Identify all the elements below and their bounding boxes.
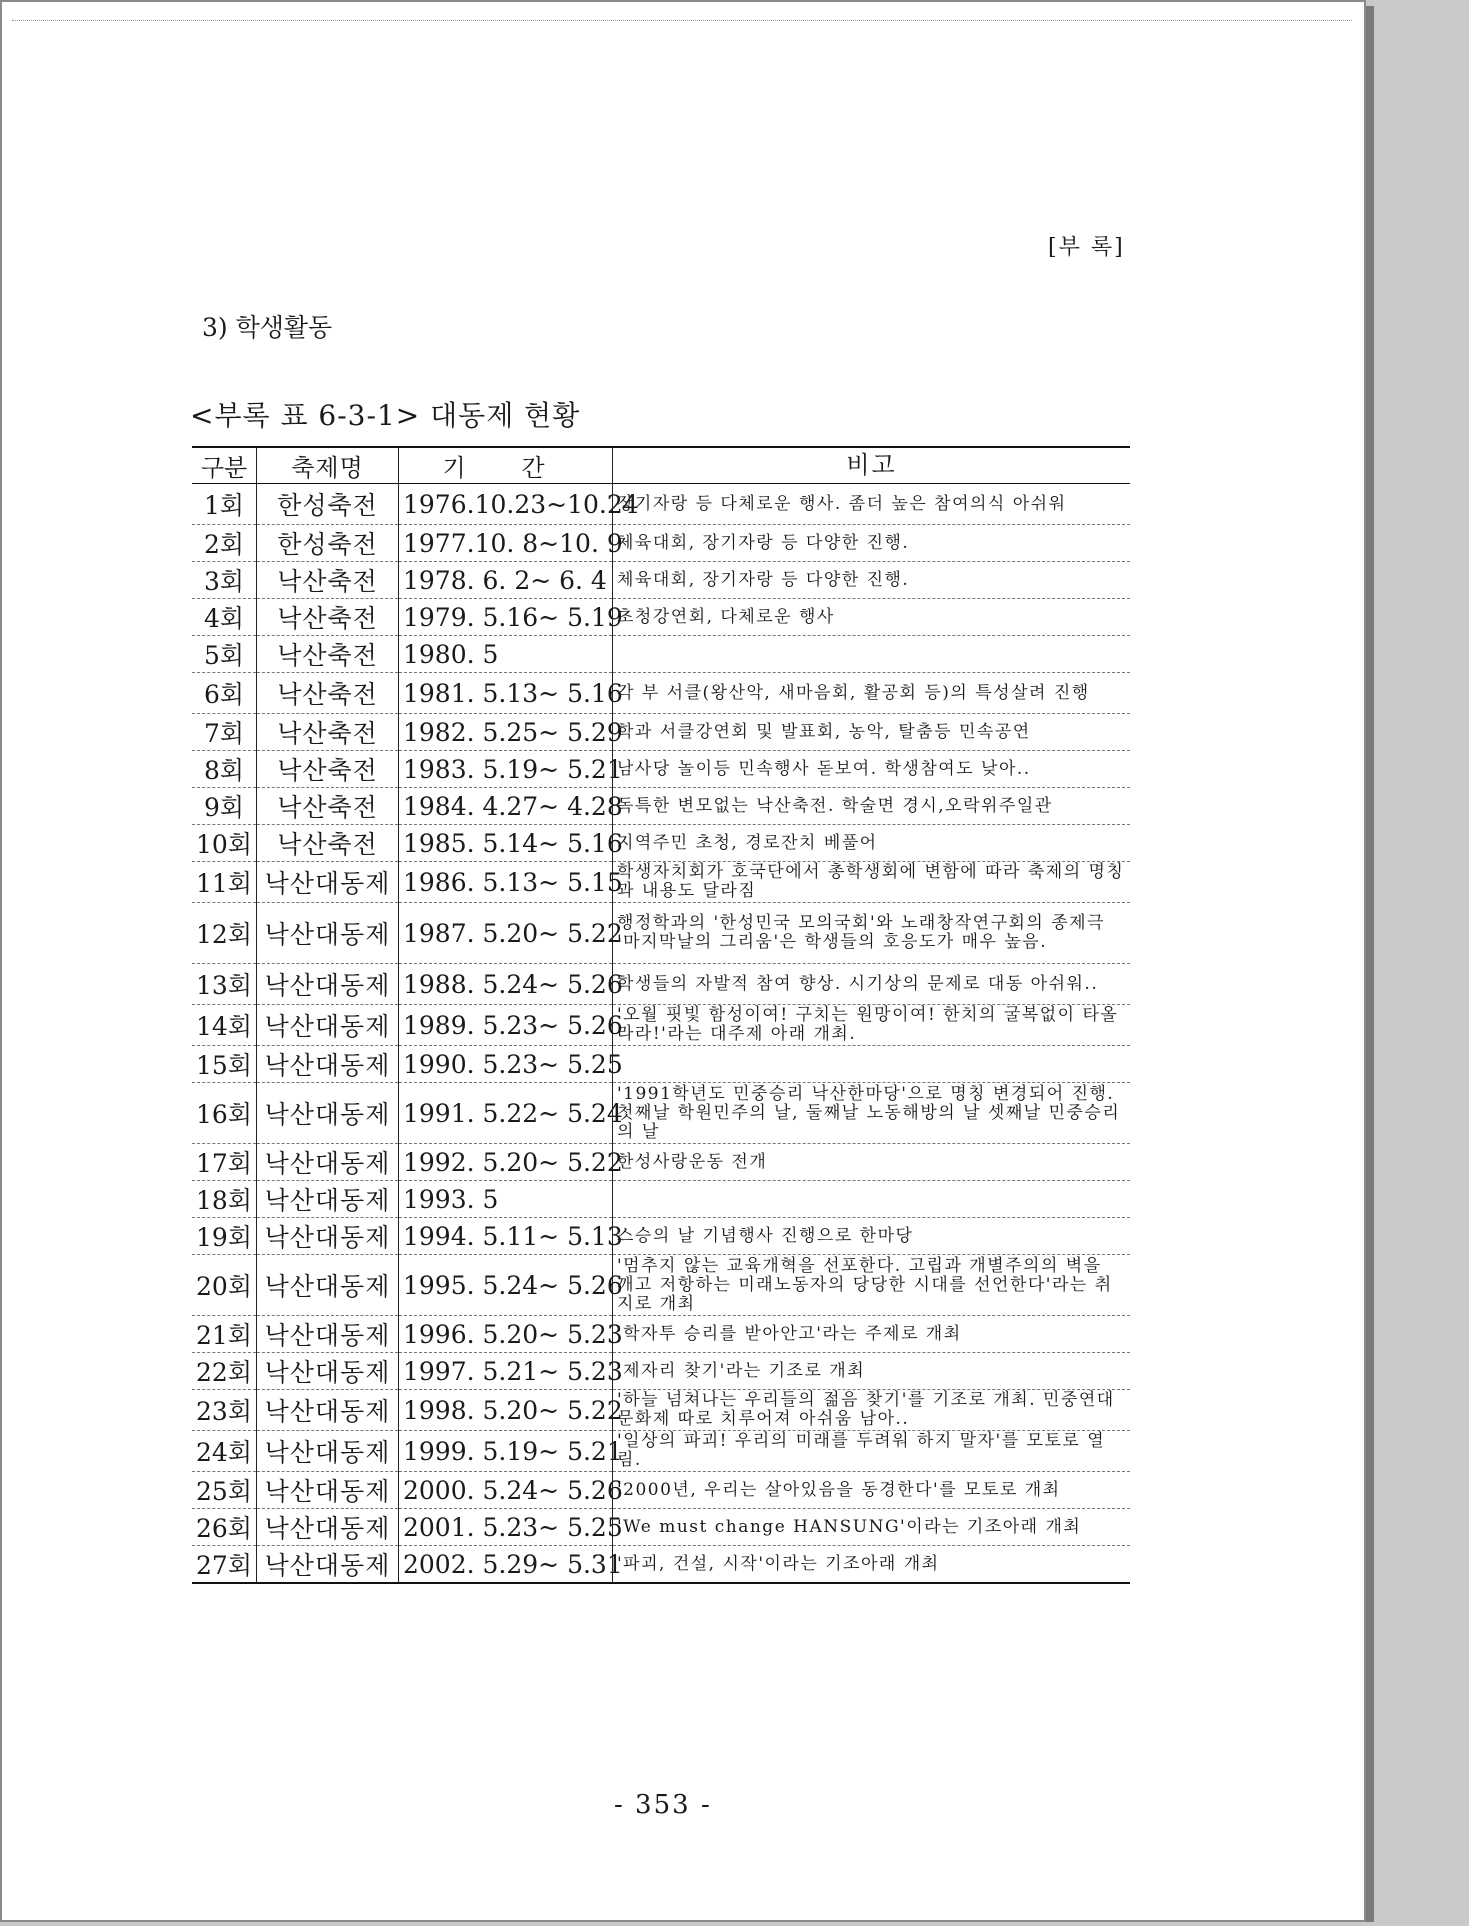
table-header-row — [192, 447, 1130, 484]
remarks-cell: 학생들의 자발적 참여 향상. 시기상의 문제로 대동 아쉬워.. — [613, 964, 1131, 1005]
festival-name-cell: 낙산축전 — [257, 599, 399, 636]
period-cell: 1996. 5.20~ 5.23 — [399, 1316, 613, 1353]
page-number: - 353 - — [614, 1790, 712, 1820]
festival-name-cell: 낙산대동제 — [257, 1005, 399, 1046]
festival-name-cell: 낙산대동제 — [257, 1083, 399, 1144]
period-cell: 1978. 6. 2~ 6. 4 — [399, 562, 613, 599]
row-number-cell: 18회 — [192, 1181, 257, 1218]
remarks-cell: '일상의 파괴! 우리의 미래를 두려워 하지 말자'를 모토로 열림. — [613, 1431, 1131, 1472]
row-number-cell: 24회 — [192, 1431, 257, 1472]
remarks-cell: '제자리 찾기'라는 기조로 개최 — [613, 1353, 1131, 1390]
period-cell: 1981. 5.13~ 5.16 — [399, 673, 613, 714]
row-number-cell: 15회 — [192, 1046, 257, 1083]
festival-name-cell: 낙산대동제 — [257, 1218, 399, 1255]
table-row — [192, 599, 1130, 636]
period-cell: 1998. 5.20~ 5.22 — [399, 1390, 613, 1431]
table-row — [192, 1472, 1130, 1509]
festival-name-cell: 낙산대동제 — [257, 1390, 399, 1431]
period-cell: 2002. 5.29~ 5.31 — [399, 1546, 613, 1584]
remarks-cell: '2000년, 우리는 살아있음을 동경한다'를 모토로 개최 — [613, 1472, 1131, 1509]
festival-name-cell: 낙산대동제 — [257, 1181, 399, 1218]
table-row — [192, 1218, 1130, 1255]
page-edge-shadow — [1366, 6, 1374, 1922]
table-row — [192, 1144, 1130, 1181]
remarks-cell: 행정학과의 '한성민국 모의국회'와 노래창작연구회의 종제극 '마지막날의 그리움'은 학생들의 호응도가 매우 높음. — [613, 903, 1131, 964]
remarks-cell: '1991학년도 민중승리 낙산한마당'으로 명칭 변경되어 진행. 첫째날 학원민주의 날, 둘째날 노동해방의 날 셋째날 민중승리의 날 — [613, 1083, 1131, 1144]
remarks-cell: 체육대회, 장기자랑 등 다양한 진행. — [613, 562, 1131, 599]
festival-name-cell: 낙산대동제 — [257, 1255, 399, 1316]
table-row — [192, 714, 1130, 751]
festival-name-cell: 낙산대동제 — [257, 1431, 399, 1472]
column-header-period: 기 간 — [399, 447, 613, 484]
table-row — [192, 1255, 1130, 1316]
row-number-cell: 27회 — [192, 1546, 257, 1584]
table-row — [192, 788, 1130, 825]
festival-name-cell: 낙산축전 — [257, 751, 399, 788]
period-cell: 1982. 5.25~ 5.29 — [399, 714, 613, 751]
period-cell: 1986. 5.13~ 5.15 — [399, 862, 613, 903]
festival-name-cell: 낙산축전 — [257, 673, 399, 714]
row-number-cell: 21회 — [192, 1316, 257, 1353]
period-cell: 1994. 5.11~ 5.13 — [399, 1218, 613, 1255]
remarks-cell: 장기자랑 등 다체로운 행사. 좀더 높은 참여의식 아쉬워 — [613, 484, 1131, 525]
period-cell: 1980. 5 — [399, 636, 613, 673]
remarks-cell: '학자투 승리를 받아안고'라는 주제로 개최 — [613, 1316, 1131, 1353]
period-cell: 1989. 5.23~ 5.26 — [399, 1005, 613, 1046]
table-row — [192, 751, 1130, 788]
row-number-cell: 13회 — [192, 964, 257, 1005]
festival-name-cell: 낙산대동제 — [257, 1353, 399, 1390]
remarks-cell: '파괴, 건설, 시작'이라는 기조아래 개최 — [613, 1546, 1131, 1584]
row-number-cell: 1회 — [192, 484, 257, 525]
table-caption: <부록 표 6-3-1> 대동제 현황 — [190, 399, 581, 432]
remarks-cell: 초청강연회, 다체로운 행사 — [613, 599, 1131, 636]
page-top-rule — [12, 20, 1352, 22]
table-body — [192, 484, 1130, 1584]
period-cell: 1983. 5.19~ 5.21 — [399, 751, 613, 788]
remarks-cell: 남사당 놀이등 민속행사 돋보여. 학생참여도 낮아.. — [613, 751, 1131, 788]
period-cell: 1985. 5.14~ 5.16 — [399, 825, 613, 862]
remarks-cell — [613, 636, 1131, 673]
festival-name-cell: 한성축전 — [257, 484, 399, 525]
remarks-cell: 'We must change HANSUNG'이라는 기조아래 개최 — [613, 1509, 1131, 1546]
row-number-cell: 7회 — [192, 714, 257, 751]
row-number-cell: 8회 — [192, 751, 257, 788]
row-number-cell: 2회 — [192, 525, 257, 562]
table-row — [192, 1181, 1130, 1218]
festival-name-cell: 낙산대동제 — [257, 903, 399, 964]
table-row — [192, 1316, 1130, 1353]
remarks-cell — [613, 1181, 1131, 1218]
table-row — [192, 1390, 1130, 1431]
table-row — [192, 673, 1130, 714]
period-cell: 1979. 5.16~ 5.19 — [399, 599, 613, 636]
section-heading: 3) 학생활동 — [202, 313, 333, 342]
festival-name-cell: 한성축전 — [257, 525, 399, 562]
table-row — [192, 562, 1130, 599]
festival-name-cell: 낙산대동제 — [257, 1144, 399, 1181]
remarks-cell: 스승의 날 기념행사 진행으로 한마당 — [613, 1218, 1131, 1255]
table-row — [192, 636, 1130, 673]
remarks-cell: '멈추지 않는 교육개혁을 선포한다. 고립과 개별주의의 벽을 깨고 저항하는 미래노동자의 당당한 시대를 선언한다'라는 취지로 개최 — [613, 1255, 1131, 1316]
appendix-header-label: [부 록] — [1048, 235, 1125, 260]
period-cell: 1999. 5.19~ 5.21 — [399, 1431, 613, 1472]
row-number-cell: 6회 — [192, 673, 257, 714]
festival-name-cell: 낙산축전 — [257, 636, 399, 673]
table-row — [192, 903, 1130, 964]
remarks-cell: 지역주민 초청, 경로잔치 베풀어 — [613, 825, 1131, 862]
period-cell: 1976.10.23~10.24 — [399, 484, 613, 525]
table-row — [192, 1083, 1130, 1144]
festival-name-cell: 낙산축전 — [257, 562, 399, 599]
remarks-cell: '하늘 넘쳐나는 우리들의 젊음 찾기'를 기조로 개최. 민중연대 문화제 따로 치루어져 아쉬움 남아.. — [613, 1390, 1131, 1431]
festival-name-cell: 낙산대동제 — [257, 1509, 399, 1546]
festival-name-cell: 낙산대동제 — [257, 964, 399, 1005]
period-cell: 2001. 5.23~ 5.25 — [399, 1509, 613, 1546]
period-cell: 1995. 5.24~ 5.26 — [399, 1255, 613, 1316]
row-number-cell: 23회 — [192, 1390, 257, 1431]
remarks-cell: 체육대회, 장기자랑 등 다양한 진행. — [613, 525, 1131, 562]
remarks-cell: '오월 핏빛 함성이여! 구치는 원망이여! 한치의 굴복없이 타올라라!'라는 대주제 아래 개최. — [613, 1005, 1131, 1046]
remarks-cell — [613, 1046, 1131, 1083]
festival-name-cell: 낙산대동제 — [257, 862, 399, 903]
period-cell: 1987. 5.20~ 5.22 — [399, 903, 613, 964]
row-number-cell: 12회 — [192, 903, 257, 964]
period-cell: 1977.10. 8~10. 9 — [399, 525, 613, 562]
table-row — [192, 964, 1130, 1005]
remarks-cell: 독특한 변모없는 낙산축전. 학술면 경시,오락위주일관 — [613, 788, 1131, 825]
festival-name-cell: 낙산대동제 — [257, 1472, 399, 1509]
table-row — [192, 1046, 1130, 1083]
table-row — [192, 1431, 1130, 1472]
row-number-cell: 20회 — [192, 1255, 257, 1316]
table-row — [192, 525, 1130, 562]
row-number-cell: 19회 — [192, 1218, 257, 1255]
festival-name-cell: 낙산대동제 — [257, 1046, 399, 1083]
remarks-cell: 각 부 서클(왕산악, 새마음회, 활공회 등)의 특성살려 진행 — [613, 673, 1131, 714]
table-row — [192, 1546, 1130, 1584]
row-number-cell: 26회 — [192, 1509, 257, 1546]
period-cell: 1993. 5 — [399, 1181, 613, 1218]
period-cell: 1992. 5.20~ 5.22 — [399, 1144, 613, 1181]
table-row — [192, 1509, 1130, 1546]
remarks-cell: 학과 서클강연회 및 발표회, 농악, 탈춤등 민속공연 — [613, 714, 1131, 751]
festival-name-cell: 낙산대동제 — [257, 1546, 399, 1584]
table-row — [192, 1353, 1130, 1390]
row-number-cell: 14회 — [192, 1005, 257, 1046]
row-number-cell: 3회 — [192, 562, 257, 599]
column-header-festival-name: 축제명 — [257, 447, 399, 484]
festival-table — [192, 446, 1130, 1584]
column-header-number: 구분 — [192, 447, 257, 484]
remarks-cell: 학생자치회가 호국단에서 총학생회에 변함에 따라 축제의 명칭과 내용도 달라짐 — [613, 862, 1131, 903]
row-number-cell: 4회 — [192, 599, 257, 636]
row-number-cell: 25회 — [192, 1472, 257, 1509]
period-cell: 1997. 5.21~ 5.23 — [399, 1353, 613, 1390]
row-number-cell: 11회 — [192, 862, 257, 903]
festival-name-cell: 낙산대동제 — [257, 1316, 399, 1353]
remarks-cell: 한성사랑운동 전개 — [613, 1144, 1131, 1181]
row-number-cell: 5회 — [192, 636, 257, 673]
table-row — [192, 862, 1130, 903]
period-cell: 1988. 5.24~ 5.26 — [399, 964, 613, 1005]
row-number-cell: 10회 — [192, 825, 257, 862]
row-number-cell: 9회 — [192, 788, 257, 825]
festival-name-cell: 낙산축전 — [257, 788, 399, 825]
column-header-remarks: 비고 — [613, 447, 1131, 484]
table-row — [192, 1005, 1130, 1046]
row-number-cell: 22회 — [192, 1353, 257, 1390]
period-cell: 2000. 5.24~ 5.26 — [399, 1472, 613, 1509]
row-number-cell: 16회 — [192, 1083, 257, 1144]
period-cell: 1990. 5.23~ 5.25 — [399, 1046, 613, 1083]
table-row — [192, 484, 1130, 525]
table-row — [192, 825, 1130, 862]
festival-name-cell: 낙산축전 — [257, 825, 399, 862]
row-number-cell: 17회 — [192, 1144, 257, 1181]
festival-name-cell: 낙산축전 — [257, 714, 399, 751]
period-cell: 1991. 5.22~ 5.24 — [399, 1083, 613, 1144]
period-cell: 1984. 4.27~ 4.28 — [399, 788, 613, 825]
